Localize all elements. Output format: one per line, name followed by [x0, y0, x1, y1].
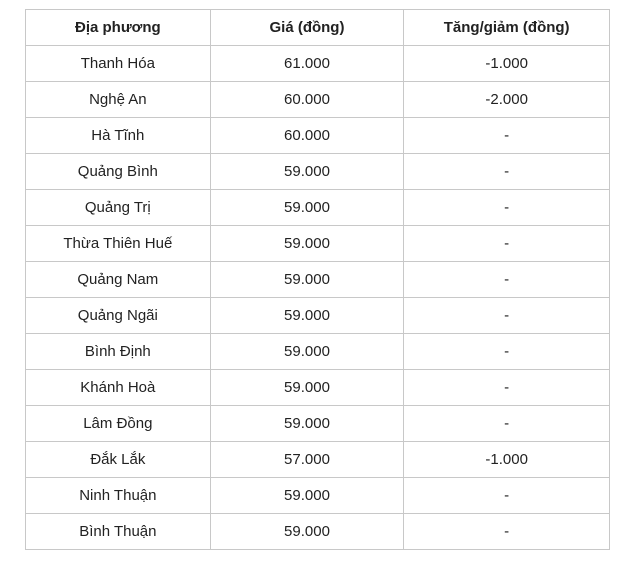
price-table [25, 9, 610, 550]
change-cell: -2.000 [404, 82, 610, 118]
table-row [26, 190, 610, 226]
change-cell: - [404, 406, 610, 442]
change-cell: - [404, 298, 610, 334]
change-cell: - [404, 118, 610, 154]
table-row [26, 334, 610, 370]
region-cell: Khánh Hoà [26, 370, 211, 406]
header-region: Địa phương [26, 10, 211, 46]
change-cell: - [404, 334, 610, 370]
table-row [26, 406, 610, 442]
region-cell: Đắk Lắk [26, 442, 211, 478]
table-row [26, 226, 610, 262]
price-cell: 59.000 [210, 370, 404, 406]
region-cell: Quảng Ngãi [26, 298, 211, 334]
region-cell: Bình Thuận [26, 514, 211, 550]
table-row [26, 262, 610, 298]
header-change: Tăng/giảm (đồng) [404, 10, 610, 46]
price-cell: 59.000 [210, 154, 404, 190]
table-row [26, 154, 610, 190]
table-row [26, 118, 610, 154]
table-row [26, 442, 610, 478]
header-price: Giá (đồng) [210, 10, 404, 46]
region-cell: Bình Định [26, 334, 211, 370]
table-row [26, 82, 610, 118]
region-cell: Quảng Trị [26, 190, 211, 226]
region-cell: Lâm Đồng [26, 406, 211, 442]
change-cell: -1.000 [404, 46, 610, 82]
region-cell: Nghệ An [26, 82, 211, 118]
price-cell: 59.000 [210, 406, 404, 442]
price-cell: 59.000 [210, 514, 404, 550]
change-cell: - [404, 370, 610, 406]
price-cell: 59.000 [210, 190, 404, 226]
price-cell: 59.000 [210, 226, 404, 262]
change-cell: -1.000 [404, 442, 610, 478]
change-cell: - [404, 262, 610, 298]
table-row [26, 478, 610, 514]
header-row [26, 10, 610, 46]
price-cell: 59.000 [210, 262, 404, 298]
region-cell: Ninh Thuận [26, 478, 211, 514]
price-cell: 60.000 [210, 118, 404, 154]
change-cell: - [404, 154, 610, 190]
table-row [26, 514, 610, 550]
table-row [26, 370, 610, 406]
change-cell: - [404, 478, 610, 514]
region-cell: Quảng Nam [26, 262, 211, 298]
region-cell: Hà Tĩnh [26, 118, 211, 154]
change-cell: - [404, 226, 610, 262]
table-row [26, 46, 610, 82]
price-cell: 60.000 [210, 82, 404, 118]
price-cell: 61.000 [210, 46, 404, 82]
table-row [26, 298, 610, 334]
price-cell: 57.000 [210, 442, 404, 478]
price-cell: 59.000 [210, 298, 404, 334]
change-cell: - [404, 190, 610, 226]
region-cell: Thừa Thiên Huế [26, 226, 211, 262]
change-cell: - [404, 514, 610, 550]
region-cell: Thanh Hóa [26, 46, 211, 82]
price-cell: 59.000 [210, 478, 404, 514]
region-cell: Quảng Bình [26, 154, 211, 190]
price-cell: 59.000 [210, 334, 404, 370]
